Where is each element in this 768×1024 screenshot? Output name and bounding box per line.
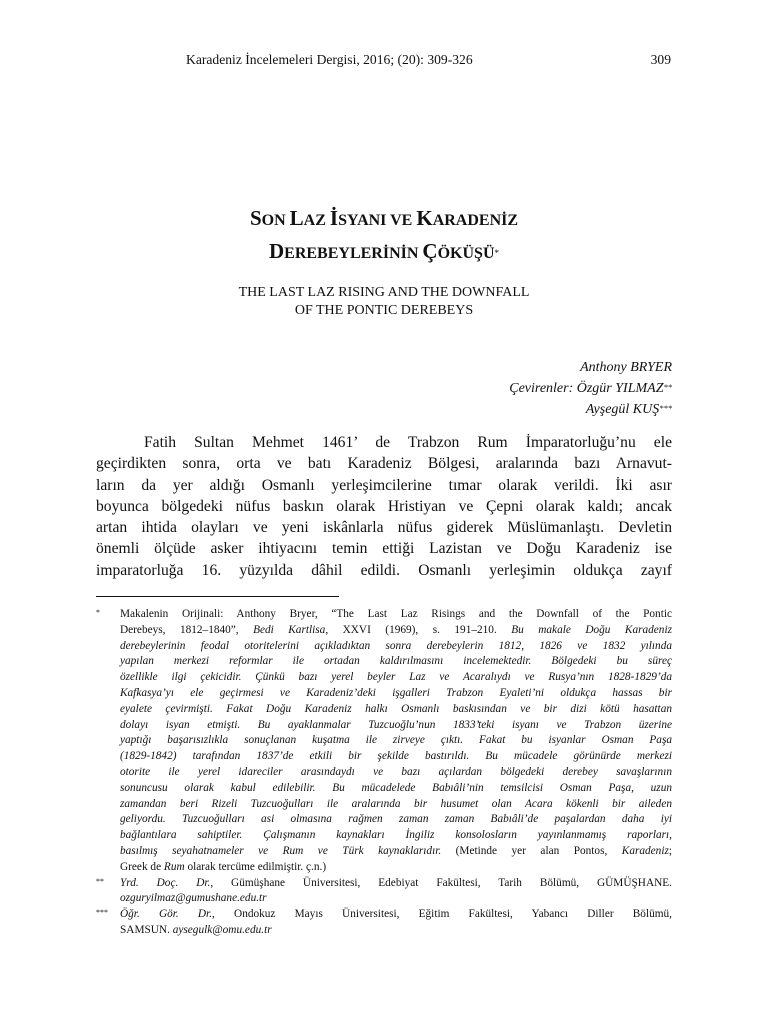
footnote-separator — [96, 596, 339, 597]
body-line: Fatih Sultan Mehmet 1461’ de Trabzon Rum İmparatorluğu’nu ele — [144, 434, 672, 451]
translators-line: Çevirenler: Özgür YILMAZ** — [509, 381, 672, 396]
footnote-3: *** Öğr. Gör. Dr., Ondokuz Mayıs Üniversitesi, Eğitim Fakültesi, Yabancı Diller Bölümü, SAMSUN. aysegulk@omu.edu.tr — [96, 908, 672, 936]
author-name: Anthony BRYER — [580, 360, 672, 375]
footnote-mark: * — [96, 608, 100, 617]
translator-2: Ayşegül KUŞ*** — [585, 402, 672, 417]
english-title: THE LAST LAZ RISING AND THE DOWNFALL OF THE PONTIC DEREBEYS — [238, 285, 530, 318]
author-block — [272, 357, 672, 420]
email-link[interactable]: ozguryilmaz@gumushane.edu.tr — [120, 892, 267, 905]
body-paragraph — [96, 432, 672, 581]
title-line-1: SON LAZ İSYANI VE KARADENİZ — [249, 206, 519, 230]
footnote-mark: ** — [96, 876, 104, 886]
body-line: artan ihtida olayları ve yeni iskânlarla nüfus giderek Müslümanlaştı. Devletin — [96, 519, 672, 537]
email-link[interactable]: aysegulk@omu.edu.tr — [172, 923, 272, 936]
footnote-2: ** Yrd. Doç. Dr., Gümüşhane Üniversitesi, Edebiyat Fakültesi, Tarih Bölümü, GÜMÜŞHANE. ozguryilmaz@gumushane.edu.tr — [96, 876, 672, 908]
title-footnote-mark: * — [494, 248, 499, 258]
title-line-2: DEREBEYLERİNİN ÇÖKÜŞÜ* — [268, 239, 499, 263]
body-line: geçirdikten sonra, orta ve batı Karadeniz Bölgesi, aralarında bazı Arnavut- — [96, 455, 672, 473]
article-title — [96, 203, 672, 269]
footnote-mark: *** — [96, 908, 108, 918]
page-number: 309 — [650, 52, 671, 67]
body-line: önemli ölçüde asker ihtiyacını temin ettiği Lazistan ve Doğu Karadeniz ise — [96, 540, 672, 558]
body-line: ların da yer aldığı Osmanlı yerleşimcilerine tımar olarak verildi. İki asır — [96, 476, 672, 494]
journal-citation: Karadeniz İncelemeleri Dergisi, 2016; (20): 309-326 — [186, 52, 473, 67]
body-line: imparatorluğa 16. yüzyılda dâhil edildi. Osmanlı yerleşimin oldukça zayıf — [96, 561, 672, 579]
body-line: boyunca bölgedeki nüfus baskın olarak Hristiyan ve Çepni olarak kaldı; ancak — [96, 497, 672, 515]
footnotes — [96, 607, 672, 939]
running-header — [186, 52, 671, 72]
footnote-1: * Makalenin Orijinali: Anthony Bryer, “The Last Laz Risings and the Downfall of the Pontic Derebeys, 1812–1840”, Bedi Kartlisa, XXVI (1969), s. 191–210. Bu makale Doğu Karadeniz derebeylerinin feodal otoritelerini açıkladıktan sonra derebeylerin 1812, 1826 ve 1832 yılında yapılan merkezi reformlar ile ortadan kaldırılmasını incelemektedir. Bölgedeki bu süreç özellikle ilgi çekicidir. Çünkü bazı yerel beyler Laz ve Acaralıydı ve Rusya’nın 1828-1829’da Kafkasya’yı ele geçirmesi ve Karadeniz’deki işgalleri Trabzon Eyaleti’ni oldukça hassas bir eyalete çevirmişti. Fakat Doğu Karadeniz halkı Osmanlı baskısından ve bir dizi kötü hasattan dolayı isyan etmişti. Bu ayaklanmalar Tuzcuoğlu’nun 1833’teki isyanı ve Trabzon üzerine yaptığı başarısızlıkla sonuçlanan kuşatma ile zirveye çıktı. Fakat bu isyanlar Osman Paşa (1829-1842) tarafından 1837’de etkili bir şekilde bastırıldı. Bu mücadele görünürde merkezi otorite ile yerel idareciler arasındaydı ve bazı açılardan bölgedeki derebey savaşlarının sonuncusu olarak kabul edilebilir. Bu mücadelede Babıâli’nin temsilcisi Osman Paşa, uzun zamandan beri Rizeli Tuzcuoğulları ile aralarında bir husumet olan Acara kökenli bir aileden geliyordu. Tuzcuoğulları asi olmasına rağmen zaman zaman Babıâli’de paşalardan daha iyi bağlantılara sahiptiler. Çalışmanın kaynakları İngiliz konsolosların yayınlanmamış raporları, basılmış seyahatnameler ve Rum ve Türk kaynaklarıdır. (Metinde yer alan Pontos, Karadeniz; Greek de Rum olarak tercüme edilmiştir. ç.n.) — [96, 608, 672, 873]
